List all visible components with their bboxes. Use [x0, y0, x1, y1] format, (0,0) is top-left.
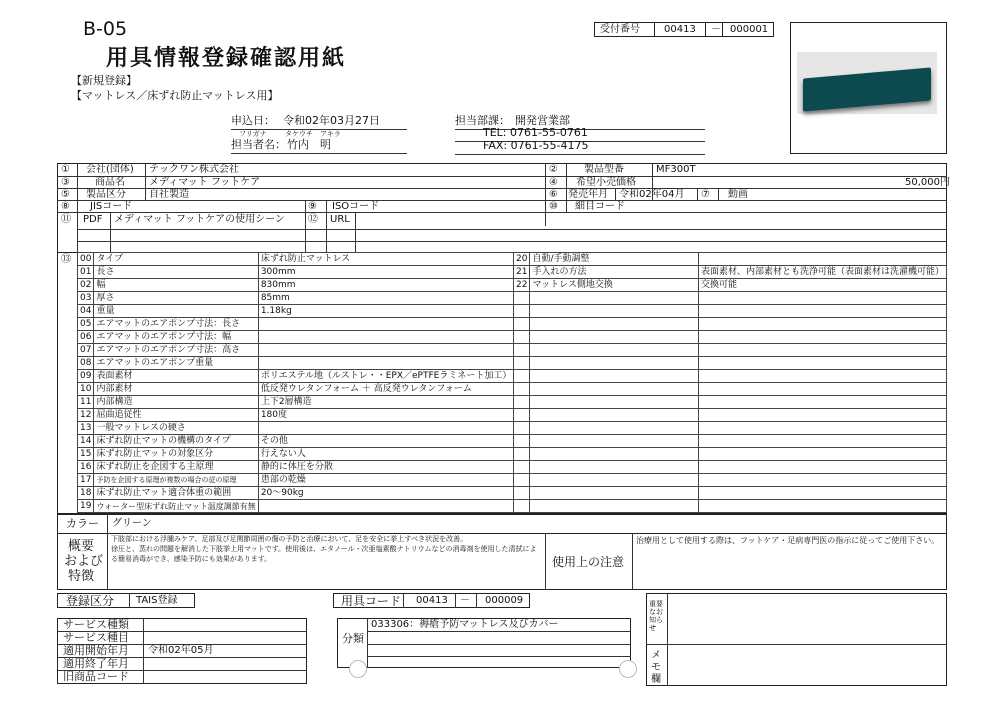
start-date: 令和02年05月	[148, 645, 214, 656]
equipment-code-b: 000009	[485, 595, 524, 606]
spec-label	[530, 318, 699, 331]
apply-date: 令和02年03月27日	[283, 114, 380, 127]
spec-label: 床ずれ防止マット適合体重の範囲	[94, 487, 258, 500]
spec-row	[78, 305, 514, 318]
spec-no: 00	[78, 253, 94, 266]
spec-value	[698, 448, 946, 461]
spec-value	[258, 318, 514, 331]
overview-label-2: および	[64, 554, 104, 569]
spec-value: 85mm	[258, 292, 514, 305]
spec-label: ウォーター型床ずれ防止マット温度調節有無	[94, 500, 258, 513]
company-name: テックワン株式会社	[149, 164, 239, 175]
spec-no: 10	[78, 383, 94, 396]
service-item-label: サービス種目	[63, 631, 129, 644]
spec-row	[78, 292, 514, 305]
item-number-11: ⑪	[61, 214, 71, 225]
spec-row	[514, 305, 947, 318]
spec-value: 患部の乾燥	[258, 474, 514, 487]
jis-code-label: JISコード	[90, 201, 133, 212]
equipment-code-a: 00413	[416, 595, 448, 606]
spec-no: 21	[514, 266, 530, 279]
spec-label	[530, 370, 699, 383]
spec-no: 18	[78, 487, 94, 500]
spec-no: 12	[78, 409, 94, 422]
spec-no: 04	[78, 305, 94, 318]
spec-no	[514, 396, 530, 409]
receipt-number-label: 受付番号	[600, 24, 640, 35]
spec-value	[698, 292, 946, 305]
spec-row	[514, 500, 947, 513]
spec-row	[514, 344, 947, 357]
spec-no: 02	[78, 279, 94, 292]
spec-row	[78, 461, 514, 474]
spec-row	[78, 318, 514, 331]
color-value: グリーン	[112, 518, 152, 529]
spec-label	[530, 409, 699, 422]
item-number-4: ④	[549, 177, 558, 188]
item-number-6: ⑥	[549, 189, 558, 200]
spec-value	[698, 253, 946, 266]
spec-no	[514, 448, 530, 461]
item-number-9: ⑨	[308, 201, 317, 212]
spec-row	[514, 422, 947, 435]
caution-text: 治療用として使用する際は、フットケア・足病専門医の指示に従ってご使用下さい。	[636, 536, 940, 545]
overview-text-line-1: 下肢部における浮腫みケア、足部及び足関節周囲の傷の予防と治療において、足を安全に挙上すべき状況を改善。	[111, 535, 468, 543]
overview-text-line-2: 徐圧と、蒸れの問題を解消した下肢挙上用マットです。使用後は、エタノール・次亜塩素酸ナトリウムなどの消毒剤を使用した清拭によ	[111, 545, 537, 553]
spec-row	[78, 279, 514, 292]
spec-value	[258, 422, 514, 435]
spec-row	[78, 383, 514, 396]
overview-label-3: 特徴	[68, 569, 95, 584]
spec-value	[258, 344, 514, 357]
spec-row	[78, 253, 514, 266]
notice-memo-box	[646, 593, 947, 686]
spec-label: 屈曲追従性	[94, 409, 258, 422]
spec-value: 300mm	[258, 266, 514, 279]
spec-value: 床ずれ防止マットレス	[258, 253, 514, 266]
binder-hole-left	[349, 660, 367, 678]
spec-table-right	[513, 252, 947, 513]
spec-no	[514, 474, 530, 487]
classification-label: 分類	[342, 632, 364, 645]
spec-row	[514, 435, 947, 448]
spec-no	[514, 357, 530, 370]
spec-no	[514, 370, 530, 383]
spec-no: 05	[78, 318, 94, 331]
spec-row	[78, 500, 514, 513]
spec-label: エアマットのエアポンプ寸法：長さ	[94, 318, 258, 331]
spec-no	[514, 422, 530, 435]
spec-row	[78, 474, 514, 487]
pdf-label: PDF	[83, 214, 103, 225]
price-label: 希望小売価格	[576, 177, 636, 188]
spec-no	[514, 344, 530, 357]
spec-row	[514, 318, 947, 331]
spec-value	[698, 383, 946, 396]
spec-label: 重量	[94, 305, 258, 318]
spec-label: 厚さ	[94, 292, 258, 305]
spec-value	[698, 422, 946, 435]
item-number-2: ②	[549, 164, 558, 175]
spec-label	[530, 331, 699, 344]
start-date-label: 適用開始年月	[63, 644, 129, 657]
spec-row	[78, 396, 514, 409]
spec-label: エアマットのエアポンプ寸法：幅	[94, 331, 258, 344]
spec-value: 交換可能	[698, 279, 946, 292]
spec-row	[514, 461, 947, 474]
spec-no: 11	[78, 396, 94, 409]
spec-value	[698, 331, 946, 344]
spec-value	[698, 344, 946, 357]
spec-label	[530, 305, 699, 318]
spec-value	[698, 357, 946, 370]
product-class: 自社製造	[149, 189, 189, 200]
item-number-7: ⑦	[701, 189, 710, 200]
spec-value: 上下2層構造	[258, 396, 514, 409]
spec-no: 22	[514, 279, 530, 292]
spec-label: 手入れの方法	[530, 266, 699, 279]
spec-no: 01	[78, 266, 94, 279]
spec-no	[514, 383, 530, 396]
spec-label	[530, 487, 699, 500]
spec-value: 行えない人	[258, 448, 514, 461]
spec-row	[514, 370, 947, 383]
fax: FAX: 0761-55-4175	[483, 139, 589, 152]
spec-value	[258, 331, 514, 344]
spec-no: 16	[78, 461, 94, 474]
spec-label	[530, 292, 699, 305]
product-name-label: 商品名	[95, 177, 125, 188]
spec-no: 19	[78, 500, 94, 513]
spec-row	[514, 266, 947, 279]
item-number-10: ⑩	[549, 201, 558, 212]
page-title: 用具情報登録確認用紙	[106, 46, 347, 71]
spec-row	[514, 331, 947, 344]
color-label: カラー	[66, 517, 99, 530]
item-number-13: ⑬	[61, 254, 71, 265]
spec-label	[530, 357, 699, 370]
furigana-label: フリガナ	[239, 130, 267, 138]
furigana: タケウチ アキラ	[285, 130, 341, 138]
url-label: URL	[330, 214, 350, 225]
retail-price: 50,000円	[905, 177, 950, 188]
item-number-5: ⑤	[61, 189, 70, 200]
category-label: 【マットレス／床ずれ防止マットレス用】	[71, 89, 279, 102]
spec-row	[78, 487, 514, 500]
spec-no: 20	[514, 253, 530, 266]
spec-value	[698, 305, 946, 318]
item-number-1: ①	[61, 164, 70, 175]
spec-label: 表面素材	[94, 370, 258, 383]
spec-label	[530, 396, 699, 409]
caution-label: 使用上の注意	[552, 555, 625, 569]
spec-row	[514, 357, 947, 370]
equipment-code-label: 用具コード	[341, 594, 402, 608]
equipment-code-sep: －	[460, 595, 470, 606]
spec-row	[78, 409, 514, 422]
spec-value	[698, 435, 946, 448]
iso-code-label: ISOコード	[332, 201, 380, 212]
spec-label	[530, 344, 699, 357]
spec-no	[514, 305, 530, 318]
spec-value: 1.18kg	[258, 305, 514, 318]
spec-row	[78, 435, 514, 448]
old-code-label: 旧商品コード	[63, 670, 129, 683]
spec-no	[514, 487, 530, 500]
spec-row	[514, 383, 947, 396]
spec-no	[514, 461, 530, 474]
spec-row	[78, 370, 514, 383]
spec-value	[698, 318, 946, 331]
spec-row	[78, 344, 514, 357]
spec-value	[698, 474, 946, 487]
spec-value	[698, 409, 946, 422]
spec-label	[530, 435, 699, 448]
model-number: MF300T	[656, 164, 696, 175]
video-label: 動画	[728, 189, 748, 200]
spec-no	[514, 292, 530, 305]
spec-row	[78, 331, 514, 344]
spec-table-left	[77, 252, 514, 513]
spec-value	[698, 370, 946, 383]
spec-row	[514, 474, 947, 487]
receipt-number-a: 00413	[664, 24, 696, 35]
spec-label: 長さ	[94, 266, 258, 279]
spec-label	[530, 383, 699, 396]
spec-no: 13	[78, 422, 94, 435]
spec-no: 09	[78, 370, 94, 383]
spec-no: 15	[78, 448, 94, 461]
spec-no	[514, 409, 530, 422]
spec-label: 内部素材	[94, 383, 258, 396]
spec-no	[514, 435, 530, 448]
spec-value	[258, 357, 514, 370]
important-notice-label: 重要なお知らせ	[649, 600, 663, 632]
spec-value: 表面素材、内部素材とも洗浄可能（表面素材は洗濯機可能）	[698, 266, 946, 279]
department: 開発営業部	[515, 114, 570, 127]
spec-row	[514, 279, 947, 292]
spec-label	[530, 422, 699, 435]
spec-value	[698, 500, 946, 513]
item-number-12: ⑫	[308, 214, 318, 225]
spec-row	[78, 357, 514, 370]
spec-value: 20～90kg	[258, 487, 514, 500]
apply-date-label: 申込日：	[231, 114, 275, 127]
overview-text-line-3: る簡易消毒ができ、感染予防にも効果があります。	[111, 555, 272, 563]
new-registration-label: 【新規登録】	[71, 74, 137, 87]
spec-label	[530, 500, 699, 513]
company-label: 会社(団体)	[86, 164, 134, 175]
spec-label: 床ずれ防止マットの機構のタイプ	[94, 435, 258, 448]
item-number-8: ⑧	[61, 201, 70, 212]
binder-hole-right	[619, 660, 637, 678]
spec-label	[530, 448, 699, 461]
spec-label: 床ずれ防止を企図する主原理	[94, 461, 258, 474]
spec-no: 07	[78, 344, 94, 357]
spec-no	[514, 331, 530, 344]
spec-label	[530, 474, 699, 487]
spec-label: 内部構造	[94, 396, 258, 409]
spec-row	[514, 409, 947, 422]
detail-code-label: 細目コード	[575, 201, 625, 212]
spec-label: マットレス側地交換	[530, 279, 699, 292]
spec-no	[514, 500, 530, 513]
color-row	[57, 514, 947, 534]
memo-label: メモ欄	[651, 650, 661, 685]
spec-label: 幅	[94, 279, 258, 292]
form-code: B-05	[83, 18, 128, 40]
spec-no: 06	[78, 331, 94, 344]
release-date: 令和02年04月	[619, 189, 685, 200]
model-label: 製品型番	[584, 164, 624, 175]
product-name: メディマット フットケア	[149, 177, 261, 188]
spec-value: 830mm	[258, 279, 514, 292]
spec-row	[514, 292, 947, 305]
spec-value: 180度	[258, 409, 514, 422]
spec-value	[698, 396, 946, 409]
spec-value	[258, 500, 514, 513]
spec-label: 床ずれ防止マットの対象区分	[94, 448, 258, 461]
spec-label: エアマットのエアポンプ寸法：高さ	[94, 344, 258, 357]
person-name: 竹内 明	[287, 138, 331, 151]
overview-label-1: 概要	[68, 539, 95, 554]
tel: TEL: 0761-55-0761	[483, 126, 588, 139]
person-label: 担当者名：	[231, 138, 286, 151]
spec-value	[698, 487, 946, 500]
spec-row	[78, 448, 514, 461]
spec-row	[514, 396, 947, 409]
registration-label: 登録区分	[66, 594, 115, 608]
spec-no: 14	[78, 435, 94, 448]
pdf-link[interactable]: メディマット フットケアの使用シーン	[114, 214, 285, 225]
spec-no: 08	[78, 357, 94, 370]
end-date-label: 適用終了年月	[63, 657, 129, 670]
spec-row	[514, 448, 947, 461]
spec-row	[78, 266, 514, 279]
spec-label	[530, 461, 699, 474]
spec-value: 静的に体圧を分散	[258, 461, 514, 474]
spec-label: エアマットのエアポンプ重量	[94, 357, 258, 370]
spec-label: 自動/手動調整	[530, 253, 699, 266]
receipt-number-b: 000001	[730, 24, 769, 35]
spec-value: ポリエステル地（ルストレ・・EPX／ePTFEラミネート加工）	[258, 370, 514, 383]
classification-value: 033306：褥瘡予防マットレス及びカバー	[371, 619, 559, 630]
spec-value	[698, 461, 946, 474]
spec-label: 予防を企図する原理が複数の場合の従の原理	[94, 474, 258, 487]
spec-no: 17	[78, 474, 94, 487]
registration-type: TAIS登録	[136, 595, 178, 606]
department-label: 担当部課：	[455, 114, 510, 127]
spec-no	[514, 318, 530, 331]
spec-row	[78, 422, 514, 435]
spec-label: 一般マットレスの硬さ	[94, 422, 258, 435]
item-number-3: ③	[61, 177, 70, 188]
receipt-number-sep: －	[711, 24, 721, 35]
service-type-label: サービス種類	[63, 618, 129, 631]
release-label: 発売年月	[568, 189, 608, 200]
product-class-label: 製品区分	[86, 189, 126, 200]
spec-value: その他	[258, 435, 514, 448]
spec-value: 低反発ウレタンフォーム ＋ 高反発ウレタンフォーム	[258, 383, 514, 396]
spec-label: タイプ	[94, 253, 258, 266]
spec-row	[514, 253, 947, 266]
spec-no: 03	[78, 292, 94, 305]
spec-row	[514, 487, 947, 500]
